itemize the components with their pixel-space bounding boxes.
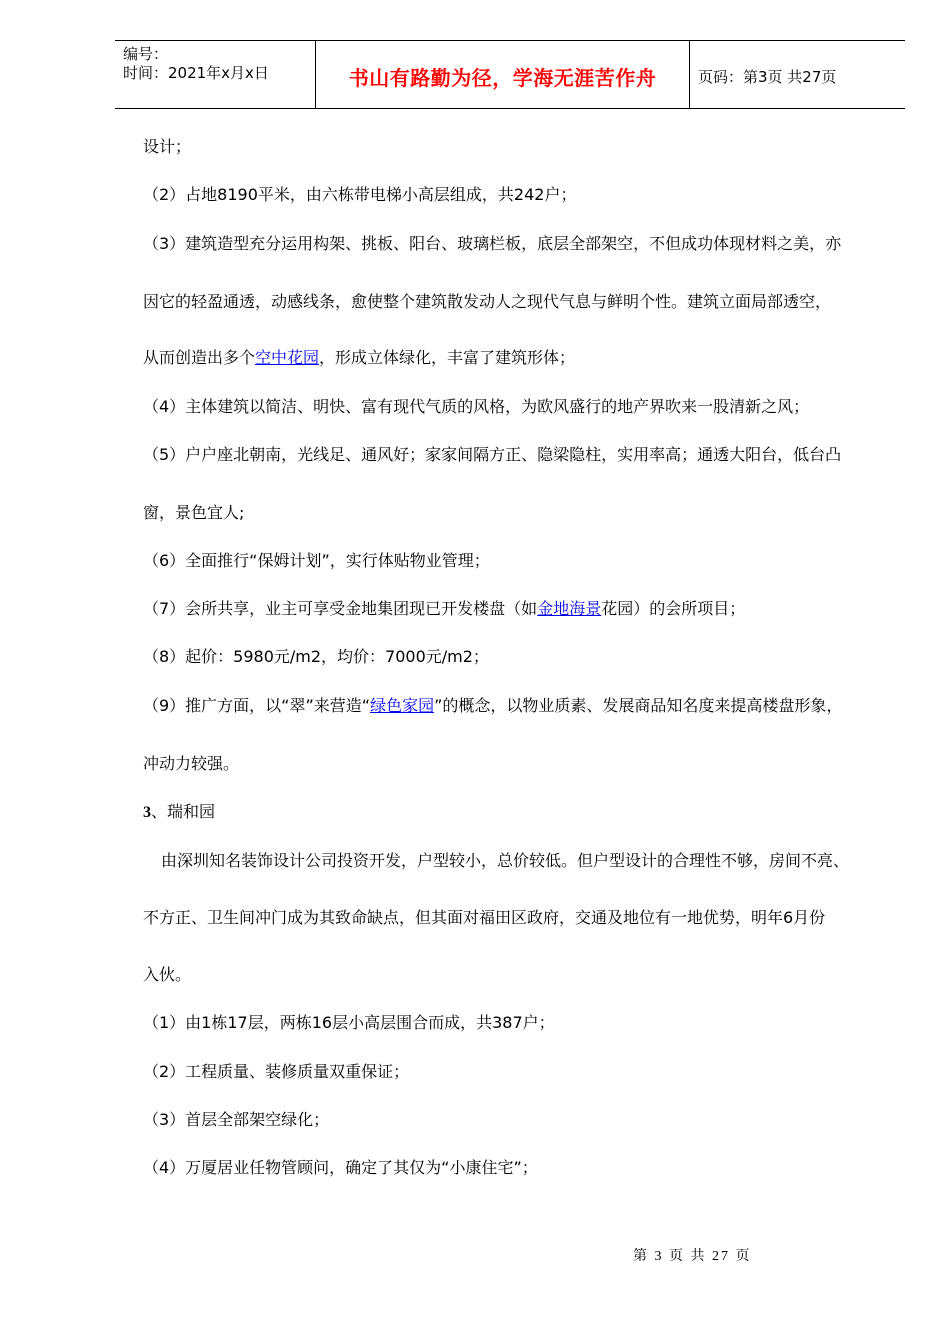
body-line: （2）工程质量、装修质量双重保证；: [143, 1062, 410, 1081]
body-line: [143, 347, 575, 369]
body-line: （1）由1栋17层，两栋16层小高层围合而成，共387户；: [143, 1013, 555, 1032]
green-home-link[interactable]: 绿色家园: [370, 696, 435, 715]
body-line: （4）万厦居业任物管顾问，确定了其仅为“小康住宅”；: [143, 1158, 538, 1177]
body-line: 入伙。: [143, 965, 192, 984]
body-line: 因它的轻盈通透，动感线条，愈使整个建筑散发动人之现代气息与鲜明个性。建筑立面局部透空，: [143, 292, 832, 311]
body-text: 花园）的会所项目；: [601, 599, 746, 618]
body-line: [143, 695, 842, 717]
body-text: （9）推广方面，以“翠”来营造“: [143, 696, 371, 715]
page-footer: 第 3 页 共 27 页: [633, 1249, 752, 1264]
body-line: （5）户户座北朝南，光线足、通风好；家家间隔方正、隐梁隐柱，实用率高；通透大阳台，低台凸: [143, 445, 842, 464]
body-text: 从而创造出多个: [143, 348, 256, 367]
doc-time-label: 时间：2021年x月x日: [123, 64, 269, 82]
body-line: （2）占地8190平米，由六栋带电梯小高层组成，共242户；: [143, 185, 577, 204]
body-line: （3）首层全部架空绿化；: [143, 1110, 330, 1129]
doc-number-label: 编号：: [123, 45, 169, 63]
body-line: （4）主体建筑以简洁、明快、富有现代气质的风格，为欧风盛行的地产界吹来一股清新之风；: [143, 397, 810, 416]
body-line: 由深圳知名装饰设计公司投资开发，户型较小，总价较低。但户型设计的合理性不够，房间不亮、: [161, 851, 850, 870]
body-line: （3）建筑造型充分运用构架、挑板、阳台、玻璃栏板，底层全部架空，不但成功体现材料之美，亦: [143, 234, 842, 253]
body-line: 设计；: [143, 137, 192, 156]
body-line: 冲动力较强。: [143, 754, 240, 773]
body-line: 不方正、卫生间冲门成为其致命缺点，但其面对福田区政府，交通及地位有一地优势，明年6月份: [143, 908, 826, 927]
body-line: （6）全面推行“保姆计划”，实行体贴物业管理；: [143, 551, 490, 570]
header-page-cell: [690, 41, 905, 108]
header-motto-cell: [316, 41, 690, 108]
body-text: （7）会所共享，业主可享受金地集团现已开发楼盘（如: [143, 599, 538, 618]
body-line: 窗，景色宜人;: [143, 503, 245, 522]
body-text: ，形成立体绿化，丰富了建筑形体；: [319, 348, 576, 367]
sky-garden-link[interactable]: 空中花园: [255, 348, 320, 367]
body-line: [143, 598, 745, 620]
page-header: [115, 40, 905, 109]
section-number: 3: [143, 804, 151, 821]
header-motto: 书山有路勤为径，学海无涯苦作舟: [348, 66, 657, 90]
body-text: ”的概念，以物业质素、发展商品知名度来提高楼盘形象，: [434, 696, 843, 715]
body-line: （8）起价：5980元/m2，均价：7000元/m2；: [143, 647, 489, 666]
header-page-label: 页码：第3页 共27页: [698, 68, 837, 86]
jindi-haijing-link[interactable]: 金地海景: [537, 599, 602, 618]
section-heading: [143, 801, 215, 824]
section-title: 、瑞和园: [151, 802, 216, 821]
header-meta-cell: [115, 41, 316, 108]
